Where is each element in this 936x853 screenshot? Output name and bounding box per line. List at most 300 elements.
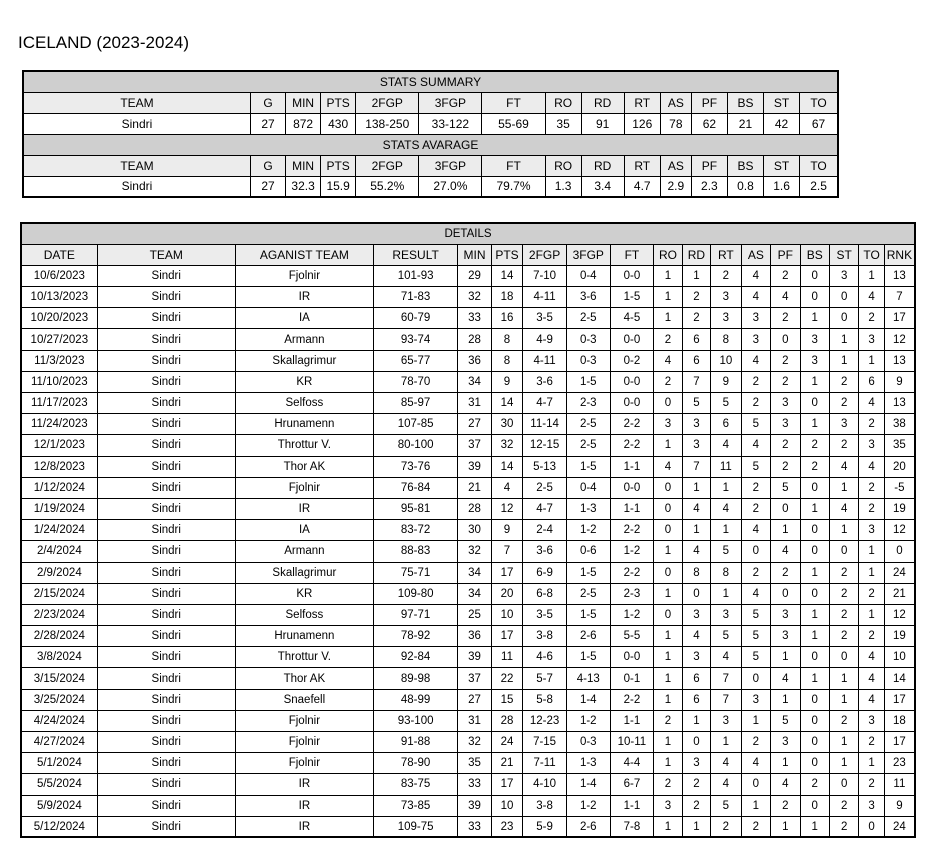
table-row (21, 795, 915, 816)
table-row (21, 265, 915, 286)
cell-to: 2 (859, 732, 884, 753)
cell-ro: 2 (654, 710, 682, 731)
cell-as: 4 (741, 520, 770, 541)
average-cell-2fgp: 55.2% (356, 176, 419, 197)
cell-rd: 5 (682, 393, 710, 414)
cell-to: 2 (859, 414, 884, 435)
cell-ro: 1 (654, 668, 682, 689)
cell-pts: 20 (491, 583, 522, 604)
summary-cell-ro: 35 (545, 113, 581, 134)
cell-bs: 1 (800, 668, 829, 689)
cell-rnk: 12 (884, 604, 915, 625)
cell-result: 73-85 (373, 795, 457, 816)
cell-to: 0 (859, 816, 884, 837)
cell-to: 3 (859, 435, 884, 456)
cell-st: 1 (829, 732, 858, 753)
cell-pts: 17 (491, 626, 522, 647)
cell-to: 2 (859, 477, 884, 498)
cell-ft: 2-2 (610, 520, 654, 541)
cell-bs: 0 (800, 393, 829, 414)
cell-rd: 1 (682, 265, 710, 286)
cell-pf: 2 (771, 795, 800, 816)
cell-aganist-team: Armann (235, 541, 373, 562)
cell-3fgp: 0-3 (566, 350, 610, 371)
cell-team: Sindri (97, 265, 235, 286)
cell-pf: 0 (771, 583, 800, 604)
cell-bs: 0 (800, 265, 829, 286)
cell-bs: 0 (800, 477, 829, 498)
cell-st: 1 (829, 753, 858, 774)
cell-team: Sindri (97, 456, 235, 477)
cell-pf: 2 (771, 435, 800, 456)
cell-to: 1 (859, 265, 884, 286)
cell-pf: 4 (771, 287, 800, 308)
cell-rnk: 21 (884, 583, 915, 604)
cell-team: Sindri (97, 647, 235, 668)
cell-date: 10/6/2023 (21, 265, 97, 286)
cell-ft: 6-7 (610, 774, 654, 795)
cell-to: 3 (859, 520, 884, 541)
cell-st: 2 (829, 795, 858, 816)
stats-average-header-row (23, 155, 838, 176)
cell-ro: 2 (654, 329, 682, 350)
cell-ft: 1-1 (610, 795, 654, 816)
cell-bs: 1 (800, 371, 829, 392)
cell-rt: 5 (711, 541, 741, 562)
cell-ft: 0-0 (610, 329, 654, 350)
cell-pf: 4 (771, 668, 800, 689)
cell-date: 1/24/2024 (21, 520, 97, 541)
cell-date: 12/1/2023 (21, 435, 97, 456)
cell-as: 0 (741, 774, 770, 795)
column-header-2fgp: 2FGP (356, 155, 419, 176)
cell-as: 5 (741, 647, 770, 668)
cell-2fgp: 3-5 (523, 308, 567, 329)
cell-ro: 2 (654, 774, 682, 795)
cell-pts: 14 (491, 265, 522, 286)
cell-as: 2 (741, 816, 770, 837)
column-header-rd: RD (581, 92, 624, 113)
cell-ro: 0 (654, 498, 682, 519)
cell-bs: 0 (800, 287, 829, 308)
cell-min: 28 (458, 498, 492, 519)
cell-st: 1 (829, 520, 858, 541)
cell-team: Sindri (97, 732, 235, 753)
cell-rd: 2 (682, 308, 710, 329)
cell-min: 21 (458, 477, 492, 498)
cell-min: 36 (458, 626, 492, 647)
table-row (21, 816, 915, 837)
column-header-rd: RD (682, 244, 710, 265)
cell-to: 4 (859, 287, 884, 308)
cell-rt: 7 (711, 689, 741, 710)
cell-pts: 14 (491, 456, 522, 477)
cell-to: 1 (859, 541, 884, 562)
cell-result: 71-83 (373, 287, 457, 308)
cell-ft: 2-2 (610, 414, 654, 435)
average-cell-to: 2.5 (800, 176, 838, 197)
column-header-ft: FT (482, 155, 545, 176)
cell-st: 0 (829, 541, 858, 562)
cell-st: 1 (829, 477, 858, 498)
cell-ro: 1 (654, 287, 682, 308)
cell-st: 1 (829, 689, 858, 710)
cell-st: 0 (829, 308, 858, 329)
cell-pts: 23 (491, 816, 522, 837)
cell-result: 65-77 (373, 350, 457, 371)
cell-result: 48-99 (373, 689, 457, 710)
cell-pf: 5 (771, 477, 800, 498)
column-header-to: TO (859, 244, 884, 265)
column-header-date: DATE (21, 244, 97, 265)
cell-bs: 2 (800, 774, 829, 795)
cell-bs: 0 (800, 710, 829, 731)
cell-3fgp: 2-6 (566, 816, 610, 837)
cell-rd: 0 (682, 732, 710, 753)
cell-ro: 0 (654, 562, 682, 583)
cell-pts: 32 (491, 435, 522, 456)
table-row (21, 393, 915, 414)
cell-date: 10/27/2023 (21, 329, 97, 350)
cell-bs: 1 (800, 626, 829, 647)
cell-rd: 1 (682, 710, 710, 731)
cell-st: 2 (829, 562, 858, 583)
table-row (21, 689, 915, 710)
cell-date: 10/13/2023 (21, 287, 97, 308)
cell-pf: 0 (771, 329, 800, 350)
cell-ft: 2-3 (610, 583, 654, 604)
cell-pts: 30 (491, 414, 522, 435)
cell-ro: 1 (654, 816, 682, 837)
cell-min: 39 (458, 795, 492, 816)
cell-3fgp: 2-6 (566, 626, 610, 647)
cell-ro: 3 (654, 795, 682, 816)
cell-rt: 1 (711, 583, 741, 604)
cell-as: 0 (741, 668, 770, 689)
cell-date: 1/19/2024 (21, 498, 97, 519)
cell-as: 4 (741, 265, 770, 286)
average-cell-rd: 3.4 (581, 176, 624, 197)
cell-rt: 6 (711, 414, 741, 435)
cell-st: 2 (829, 604, 858, 625)
cell-2fgp: 5-8 (523, 689, 567, 710)
cell-bs: 3 (800, 329, 829, 350)
column-header-team: TEAM (23, 155, 250, 176)
cell-pf: 3 (771, 414, 800, 435)
cell-rnk: 14 (884, 668, 915, 689)
cell-bs: 0 (800, 689, 829, 710)
cell-rnk: 13 (884, 393, 915, 414)
table-row (21, 371, 915, 392)
details-header-row (21, 244, 915, 265)
cell-rd: 1 (682, 477, 710, 498)
table-row (21, 774, 915, 795)
cell-3fgp: 1-4 (566, 689, 610, 710)
cell-rt: 1 (711, 732, 741, 753)
cell-3fgp: 1-2 (566, 795, 610, 816)
cell-to: 4 (859, 393, 884, 414)
cell-team: Sindri (97, 583, 235, 604)
average-cell-bs: 0.8 (727, 176, 763, 197)
cell-rd: 6 (682, 350, 710, 371)
column-header-aganist-team: AGANIST TEAM (235, 244, 373, 265)
cell-3fgp: 1-3 (566, 753, 610, 774)
cell-ro: 0 (654, 477, 682, 498)
cell-result: 78-92 (373, 626, 457, 647)
column-header-3fgp: 3FGP (566, 244, 610, 265)
cell-bs: 1 (800, 816, 829, 837)
cell-result: 83-72 (373, 520, 457, 541)
cell-as: 2 (741, 393, 770, 414)
cell-as: 4 (741, 583, 770, 604)
cell-team: Sindri (97, 393, 235, 414)
cell-date: 4/27/2024 (21, 732, 97, 753)
cell-rnk: 17 (884, 308, 915, 329)
cell-2fgp: 7-11 (523, 753, 567, 774)
cell-rt: 10 (711, 350, 741, 371)
table-row (21, 562, 915, 583)
cell-team: Sindri (97, 435, 235, 456)
column-header-g: G (250, 155, 285, 176)
cell-ro: 0 (654, 520, 682, 541)
cell-date: 11/10/2023 (21, 371, 97, 392)
cell-pts: 4 (491, 477, 522, 498)
details-table (20, 222, 916, 838)
cell-pf: 2 (771, 456, 800, 477)
cell-rd: 3 (682, 414, 710, 435)
average-cell-g: 27 (250, 176, 285, 197)
cell-to: 4 (859, 668, 884, 689)
cell-st: 2 (829, 393, 858, 414)
details-title: DETAILS (21, 223, 915, 244)
cell-date: 2/28/2024 (21, 626, 97, 647)
column-header-as: AS (660, 155, 691, 176)
summary-cell-rd: 91 (581, 113, 624, 134)
cell-2fgp: 5-9 (523, 816, 567, 837)
cell-rnk: 24 (884, 562, 915, 583)
cell-result: 75-71 (373, 562, 457, 583)
cell-date: 3/8/2024 (21, 647, 97, 668)
cell-min: 29 (458, 265, 492, 286)
cell-ft: 1-5 (610, 287, 654, 308)
cell-2fgp: 3-5 (523, 604, 567, 625)
cell-ft: 2-2 (610, 435, 654, 456)
table-row (21, 647, 915, 668)
cell-pf: 3 (771, 393, 800, 414)
cell-ft: 0-0 (610, 371, 654, 392)
cell-min: 28 (458, 329, 492, 350)
cell-rnk: 17 (884, 732, 915, 753)
cell-to: 4 (859, 689, 884, 710)
cell-rt: 3 (711, 287, 741, 308)
cell-as: 0 (741, 541, 770, 562)
cell-result: 101-93 (373, 265, 457, 286)
cell-as: 2 (741, 371, 770, 392)
cell-pts: 8 (491, 329, 522, 350)
cell-ft: 1-2 (610, 541, 654, 562)
column-header-st: ST (764, 92, 800, 113)
cell-min: 35 (458, 753, 492, 774)
cell-team: Sindri (97, 414, 235, 435)
cell-st: 4 (829, 498, 858, 519)
cell-pf: 4 (771, 774, 800, 795)
cell-to: 3 (859, 710, 884, 731)
cell-3fgp: 1-3 (566, 498, 610, 519)
cell-ro: 1 (654, 753, 682, 774)
cell-pf: 2 (771, 265, 800, 286)
average-cell-rt: 4.7 (624, 176, 660, 197)
cell-min: 31 (458, 393, 492, 414)
cell-result: 89-98 (373, 668, 457, 689)
average-cell-3fgp: 27.0% (419, 176, 482, 197)
stats-summary-row (23, 113, 838, 134)
cell-ft: 1-1 (610, 498, 654, 519)
cell-ft: 0-1 (610, 668, 654, 689)
cell-3fgp: 0-3 (566, 732, 610, 753)
cell-2fgp: 3-6 (523, 371, 567, 392)
cell-result: 78-90 (373, 753, 457, 774)
cell-min: 31 (458, 710, 492, 731)
summary-cell-3fgp: 33-122 (419, 113, 482, 134)
cell-ro: 0 (654, 393, 682, 414)
column-header-2fgp: 2FGP (523, 244, 567, 265)
column-header-pf: PF (771, 244, 800, 265)
cell-to: 2 (859, 626, 884, 647)
cell-team: Sindri (97, 753, 235, 774)
column-header-ro: RO (654, 244, 682, 265)
cell-3fgp: 0-4 (566, 265, 610, 286)
cell-bs: 0 (800, 795, 829, 816)
cell-bs: 0 (800, 753, 829, 774)
cell-aganist-team: IR (235, 795, 373, 816)
column-header-bs: BS (727, 155, 763, 176)
average-cell-ft: 79.7% (482, 176, 545, 197)
cell-rnk: 13 (884, 350, 915, 371)
cell-pts: 10 (491, 795, 522, 816)
cell-bs: 3 (800, 350, 829, 371)
cell-team: Sindri (97, 371, 235, 392)
column-header-to: TO (800, 155, 838, 176)
cell-result: 88-83 (373, 541, 457, 562)
cell-bs: 0 (800, 732, 829, 753)
cell-rt: 5 (711, 795, 741, 816)
cell-rnk: 12 (884, 329, 915, 350)
stats-average-title: STATS AVARAGE (23, 134, 838, 155)
column-header-to: TO (800, 92, 838, 113)
cell-bs: 1 (800, 562, 829, 583)
table-row (21, 498, 915, 519)
cell-rt: 9 (711, 371, 741, 392)
cell-rnk: 23 (884, 753, 915, 774)
cell-as: 5 (741, 414, 770, 435)
cell-st: 1 (829, 350, 858, 371)
cell-rt: 7 (711, 668, 741, 689)
cell-pf: 1 (771, 816, 800, 837)
cell-rd: 2 (682, 774, 710, 795)
cell-2fgp: 6-9 (523, 562, 567, 583)
cell-st: 2 (829, 626, 858, 647)
cell-date: 3/25/2024 (21, 689, 97, 710)
cell-ft: 0-2 (610, 350, 654, 371)
cell-aganist-team: Fjolnir (235, 710, 373, 731)
cell-aganist-team: Thor AK (235, 456, 373, 477)
cell-st: 1 (829, 329, 858, 350)
summary-cell-as: 78 (660, 113, 691, 134)
cell-bs: 1 (800, 604, 829, 625)
cell-pts: 17 (491, 562, 522, 583)
cell-date: 5/12/2024 (21, 816, 97, 837)
cell-pf: 3 (771, 626, 800, 647)
column-header-bs: BS (727, 92, 763, 113)
cell-rd: 6 (682, 689, 710, 710)
cell-rnk: 24 (884, 816, 915, 837)
column-header-2fgp: 2FGP (356, 92, 419, 113)
cell-3fgp: 0-4 (566, 477, 610, 498)
cell-to: 3 (859, 795, 884, 816)
column-header-ro: RO (545, 92, 581, 113)
cell-ro: 1 (654, 583, 682, 604)
cell-result: 85-97 (373, 393, 457, 414)
cell-min: 32 (458, 732, 492, 753)
cell-team: Sindri (97, 329, 235, 350)
cell-aganist-team: Thor AK (235, 668, 373, 689)
cell-to: 1 (859, 604, 884, 625)
cell-team: Sindri (97, 350, 235, 371)
cell-pf: 0 (771, 498, 800, 519)
cell-team: Sindri (97, 774, 235, 795)
cell-2fgp: 3-8 (523, 626, 567, 647)
cell-date: 5/1/2024 (21, 753, 97, 774)
cell-rd: 4 (682, 498, 710, 519)
cell-rd: 0 (682, 583, 710, 604)
cell-2fgp: 4-11 (523, 287, 567, 308)
cell-aganist-team: Selfoss (235, 393, 373, 414)
cell-result: 107-85 (373, 414, 457, 435)
cell-team: Sindri (97, 498, 235, 519)
summary-cell-g: 27 (250, 113, 285, 134)
cell-pts: 10 (491, 604, 522, 625)
cell-date: 4/24/2024 (21, 710, 97, 731)
table-row (21, 287, 915, 308)
cell-ft: 1-1 (610, 710, 654, 731)
cell-pts: 21 (491, 753, 522, 774)
cell-min: 34 (458, 562, 492, 583)
cell-aganist-team: Fjolnir (235, 265, 373, 286)
cell-pts: 7 (491, 541, 522, 562)
cell-2fgp: 4-7 (523, 393, 567, 414)
cell-st: 2 (829, 816, 858, 837)
cell-pts: 17 (491, 774, 522, 795)
average-cell-pf: 2.3 (691, 176, 727, 197)
cell-2fgp: 12-23 (523, 710, 567, 731)
table-row (21, 414, 915, 435)
cell-pts: 9 (491, 520, 522, 541)
column-header-rt: RT (624, 155, 660, 176)
cell-3fgp: 1-5 (566, 604, 610, 625)
cell-2fgp: 7-10 (523, 265, 567, 286)
column-header-ft: FT (482, 92, 545, 113)
cell-pf: 3 (771, 604, 800, 625)
cell-rd: 3 (682, 435, 710, 456)
cell-to: 2 (859, 308, 884, 329)
cell-st: 4 (829, 456, 858, 477)
cell-3fgp: 1-2 (566, 520, 610, 541)
cell-2fgp: 4-10 (523, 774, 567, 795)
cell-rt: 2 (711, 816, 741, 837)
cell-rt: 1 (711, 520, 741, 541)
summary-cell-to: 67 (800, 113, 838, 134)
cell-as: 5 (741, 456, 770, 477)
